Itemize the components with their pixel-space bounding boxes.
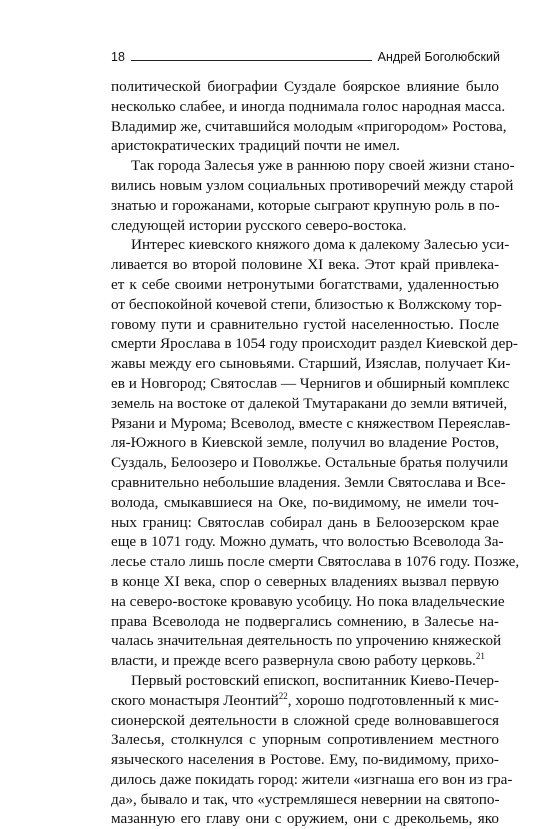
text-line: ля-Южного в Киевской земле, получил во владение Ростов,	[111, 434, 499, 452]
text-line: сравнительно небольшие владения. Земли Святослава и Все-	[111, 473, 506, 491]
text-line-content: власти, и прежде всего развернула свою работу церковь.	[111, 652, 476, 670]
paragraph-1	[111, 77, 507, 156]
footnote-ref-21[interactable]: 21	[475, 651, 485, 662]
text-line: дилось даже покидать город: жители «изгнаша его вон из гра-	[111, 770, 513, 788]
header-rule	[131, 60, 372, 61]
text-line: политической биографии Суздале боярское влияние было	[111, 78, 499, 95]
text-line: несколько слабее, и иногда поднимала голос народная масса.	[111, 97, 506, 115]
page-number: 18	[111, 50, 125, 64]
text-line: ливается во второй половине XI века. Этот край привлека-	[111, 256, 499, 274]
text-line: лесье стало лишь после смерти Святослава в 1076 году. Позже,	[111, 553, 520, 571]
text-line: смерти Ярослава в 1054 году происходит раздел Киевской дер-	[111, 335, 518, 353]
text-line: жавы между его сыновьями. Старший, Изяслав, получает Ки-	[111, 355, 511, 373]
text-line: еще в 1071 году. Можно думать, что волостью Всеволода За-	[111, 533, 504, 551]
footnote-ref-22[interactable]: 22	[278, 690, 288, 701]
text-line: Суздаль, Белоозеро и Поволжье. Остальные братья получили	[111, 454, 508, 472]
text-line: говому пути и сравнительно густой населенностью. После	[111, 315, 499, 333]
text-line: следующей истории русского северо-востока.	[111, 216, 407, 234]
text-line: языческого населения в Ростове. Ему, по-видимому, прихо-	[111, 751, 499, 769]
text-line: Рязани и Мурома; Всеволод, вместе с княжеством Переяслав-	[111, 414, 511, 432]
text-line	[111, 691, 499, 711]
text-line: сионерской деятельности в сложной среде волновавшегося	[111, 711, 499, 729]
text-line: от беспокойной кочевой степи, близостью к Волжскому тор-	[111, 295, 502, 313]
text-line: мазанную его главу они с оружием, они с дрекольемь, яко	[111, 810, 499, 828]
text-line: чалась значительная деятельность по упрочению княжеской	[111, 632, 502, 650]
text-line: да», бывало и так, что «устремляшеся невернии на святопо-	[111, 790, 500, 808]
text-line	[111, 651, 499, 671]
text-line: Интерес киевского княжого дома к далекому Залесью уси-	[131, 236, 510, 254]
text-line: аристократических традиций почти не имел.	[111, 137, 400, 155]
text-line: Залесья, столкнулся с упорным сопротивлением местного	[111, 731, 499, 749]
text-line: ет к себе своими нетронутыми богатствами, удаленностью	[111, 275, 499, 293]
text-line: на северо-востоке кровавую усобицу. Но пока владельческие	[111, 592, 505, 610]
text-line: в конце XI века, спор о северных владениях вызвал первую	[111, 572, 499, 590]
text-line: ев и Новгород; Святослав — Чернигов и обширный комплекс	[111, 374, 510, 392]
page-header	[111, 46, 500, 64]
text-line: знатью и горожанами, которые сыграют крупную роль в по-	[111, 196, 500, 214]
text-line: права Всеволода не подвергались сомнению, в Залесье на-	[111, 612, 499, 630]
paragraph-3	[111, 235, 520, 671]
text-line: вились новым узлом социальных противоречий между старой	[111, 176, 514, 194]
text-line: Так города Залесья уже в раннюю пору своей жизни стано-	[131, 157, 515, 175]
text-line: ных границ: Святослав собирал дань в Белоозерском крае	[111, 513, 499, 531]
body-text	[111, 77, 520, 829]
text-line: волода, смыкавшиеся на Оке, по-видимому, не имели точ-	[111, 493, 499, 511]
running-head: Андрей Боголюбский	[377, 50, 500, 64]
text-line: Владимир же, считавшийся молодым «пригородом» Ростова,	[111, 117, 507, 135]
text-line-content: ского монастыря Леонтий	[111, 691, 279, 709]
text-line: Первый ростовский епископ, воспитанник Киево-Печер-	[131, 671, 500, 689]
text-line: земель на востоке от далекой Тмутаракани до земли вятичей,	[111, 394, 508, 412]
text-line-content: , хорошо подготовленный к мис-	[287, 691, 499, 709]
paragraph-2	[111, 156, 515, 235]
paragraph-4	[111, 671, 513, 829]
